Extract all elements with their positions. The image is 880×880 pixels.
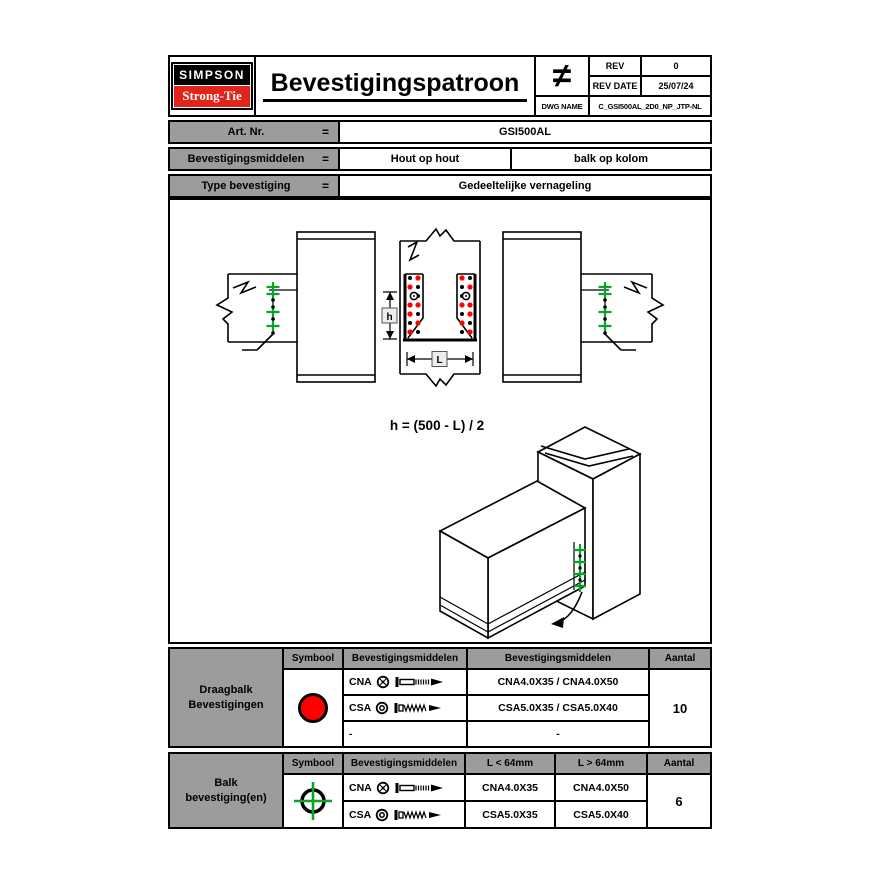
bend-arrow-icon <box>551 617 564 628</box>
isometric-view <box>440 427 640 638</box>
logo-cell <box>170 57 254 115</box>
simpson-strongtie-logo <box>171 62 253 110</box>
symbol-cell <box>284 670 342 746</box>
crosshair-target-icon <box>291 779 335 823</box>
bevestigingsmiddelen-label: Bevestigingsmiddelen <box>187 153 305 165</box>
fastener-holes-left <box>407 275 420 334</box>
table-row <box>344 696 466 720</box>
h-formula: h = (500 - L) / 2 <box>389 418 485 433</box>
revision-table <box>536 57 710 115</box>
hout-op-hout-value: Hout op hout <box>340 149 510 169</box>
table-row <box>344 670 466 694</box>
type-bevestiging-value: Gedeeltelijke vernageling <box>340 176 710 196</box>
dimension-h <box>382 292 397 339</box>
rev-value: 0 <box>642 57 710 75</box>
wood-screw-icon <box>393 808 445 822</box>
symbol-cell <box>284 775 342 827</box>
page-title: Bevestigingspatroon <box>263 70 528 102</box>
break-mark-icon <box>624 282 647 293</box>
red-circle-icon <box>298 693 328 723</box>
info-row-art-nr <box>168 120 712 144</box>
info-row-bevestigingsmiddelen <box>168 147 712 171</box>
fastener-code: - <box>349 728 353 740</box>
balk-op-kolom-value: balk op kolom <box>512 149 710 169</box>
logo-strongtie-text: Strong-Tie <box>174 86 250 107</box>
equals-sign: = <box>322 179 330 193</box>
balk-row-label: Balk bevestiging(en) <box>170 754 282 827</box>
draagbalk-fastener-table <box>168 647 712 748</box>
dim-l-label: L <box>436 355 443 366</box>
table-row <box>344 775 464 800</box>
wood-screw-icon <box>393 701 445 715</box>
left-side-view <box>217 232 375 382</box>
dimension-l <box>407 352 473 367</box>
info-row-type-bevestiging <box>168 174 712 198</box>
aantal-value: 6 <box>648 775 710 827</box>
type-bevestiging-label: Type bevestiging <box>201 180 291 192</box>
annular-nail-head-icon <box>376 781 390 795</box>
drawing-sheet <box>168 55 712 829</box>
break-mark-icon <box>408 242 419 260</box>
joist-hanger-outline <box>403 274 477 340</box>
fastener-code: CNA <box>349 781 372 794</box>
draagbalk-row-label: Draagbalk Bevestigingen <box>170 649 282 746</box>
fastener-holes-right <box>459 275 472 334</box>
fastener-spec-large: CSA5.0X40 <box>556 802 646 827</box>
col-header-l-large: L > 64mm <box>556 754 646 773</box>
art-nr-label: Art. Nr. <box>227 126 265 138</box>
col-header-bevestigingsmiddelen: Bevestigingsmiddelen <box>344 754 464 773</box>
dim-h-label: h <box>386 312 393 323</box>
equals-sign: = <box>322 152 330 166</box>
art-nr-value: GSI500AL <box>340 122 710 142</box>
fastener-spec: CSA5.0X35 / CSA5.0X40 <box>468 696 648 720</box>
balk-fastener-table <box>168 752 712 829</box>
col-header-bevestigingsmiddelen: Bevestigingsmiddelen <box>344 649 466 668</box>
screw-head-icon <box>375 701 389 715</box>
col-header-symbool: Symbool <box>284 754 342 773</box>
right-side-view <box>503 232 663 382</box>
dwg-name-value: C_GSI500AL_2D0_NP_JTP-NL <box>590 97 710 115</box>
logo-simpson-text: SIMPSON <box>174 65 250 85</box>
technical-drawing-area <box>168 198 712 644</box>
screw-head-icon <box>375 808 389 822</box>
fastener-code: CSA <box>349 808 372 821</box>
technical-drawing <box>170 200 710 642</box>
table-row <box>344 802 464 827</box>
annular-nail-head-icon <box>376 675 390 689</box>
col-header-symbool: Symbool <box>284 649 342 668</box>
fastener-code: CNA <box>349 676 372 688</box>
ring-shank-nail-icon <box>394 781 446 795</box>
col-header-aantal: Aantal <box>650 649 710 668</box>
fastener-spec: CNA4.0X35 / CNA4.0X50 <box>468 670 648 694</box>
col-header-bevestigingsmiddelen-2: Bevestigingsmiddelen <box>468 649 648 668</box>
col-header-l-small: L < 64mm <box>466 754 554 773</box>
aantal-value: 10 <box>650 670 710 746</box>
fastener-spec-large: CNA4.0X50 <box>556 775 646 800</box>
table-row <box>344 722 466 746</box>
title-block <box>168 55 712 117</box>
sheet-title-cell <box>256 57 534 115</box>
fastener-spec-small: CSA5.0X35 <box>466 802 554 827</box>
front-view <box>382 229 480 386</box>
ring-shank-nail-icon <box>394 675 446 689</box>
equals-sign: = <box>322 125 330 139</box>
dwg-name-label: DWG NAME <box>536 97 588 115</box>
rev-date-value: 25/07/24 <box>642 77 710 95</box>
break-mark-icon <box>233 282 256 293</box>
fastener-spec-small: CNA4.0X35 <box>466 775 554 800</box>
rev-date-label: REV DATE <box>590 77 640 95</box>
fastener-code: CSA <box>349 702 372 714</box>
fastener-spec: - <box>468 722 648 746</box>
rev-label: REV <box>590 57 640 75</box>
col-header-aantal: Aantal <box>648 754 710 773</box>
not-equal-icon: ≠ <box>536 57 588 95</box>
